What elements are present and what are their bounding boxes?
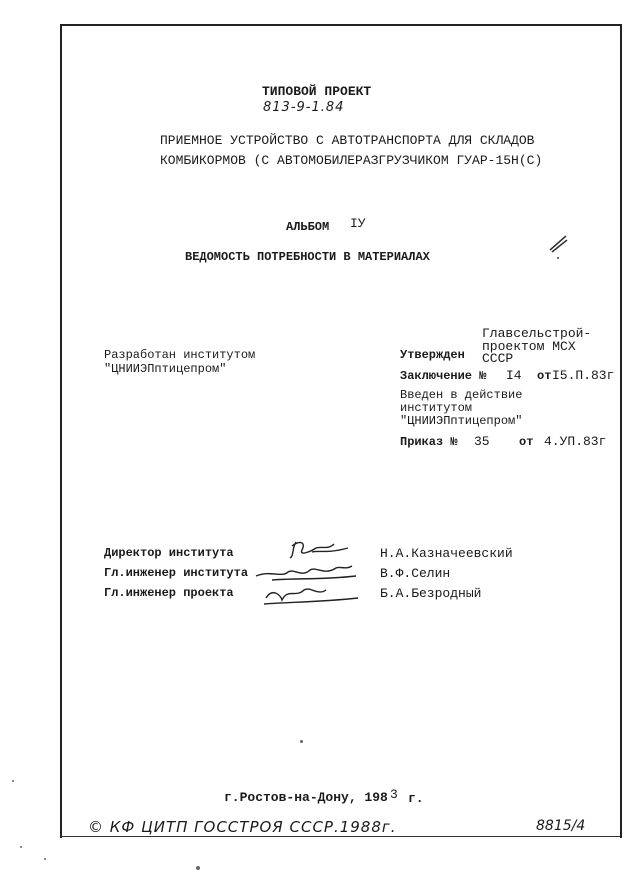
- approval-org-line2: проектом МСХ: [482, 339, 576, 354]
- order-label: Приказ №: [400, 435, 458, 449]
- approved-label: Утвержден: [400, 348, 465, 362]
- developer-label: Разработан институтом: [104, 348, 256, 362]
- developer-name: "ЦНИИЭПптицепром": [104, 362, 227, 376]
- scan-speck: [20, 846, 22, 848]
- order-number: 35: [474, 434, 490, 449]
- approval-org-line3: СССР: [482, 351, 514, 366]
- album-title: ВЕДОМОСТЬ ПОТРЕБНОСТИ В МАТЕРИАЛАХ: [185, 250, 430, 264]
- scan-speck: [12, 780, 14, 782]
- project-type: ТИПОВОЙ ПРОЕКТ: [262, 84, 372, 99]
- signature-name: Б.А.Безродный: [380, 586, 482, 601]
- handwritten-signature-icon: [252, 530, 362, 610]
- effective-line1: Введен в действие: [400, 388, 523, 402]
- project-title-line2: КОМБИКОРМОВ (С АВТОМОБИЛЕРАЗГРУЗЧИКОМ ГУАР-15Н(С): [160, 153, 543, 168]
- conclusion-label: Заключение №: [400, 369, 487, 383]
- order-date: 4.УП.83г: [544, 434, 607, 449]
- album-label: АЛЬБОМ: [286, 220, 330, 234]
- conclusion-number: I4: [506, 368, 522, 383]
- pen-mark-icon: [546, 232, 572, 262]
- footer-year-suffix: г.: [408, 791, 424, 806]
- footer-year-digit: 3: [390, 787, 398, 802]
- approval-org-line1: Главсельстрой-: [482, 326, 592, 341]
- document-number: 8815/4: [536, 818, 586, 834]
- project-title-line1: ПРИЕМНОЕ УСТРОЙСТВО С АВТОТРАНСПОРТА ДЛЯ СКЛАДОВ: [160, 133, 535, 148]
- signature-name: Н.А.Казначеевский: [380, 546, 513, 561]
- effective-line3: "ЦНИИЭПптицепром": [400, 414, 523, 428]
- signature-name: В.Ф.Селин: [380, 566, 451, 581]
- signature-role: Директор института: [104, 546, 234, 560]
- signature-role: Гл.инженер проекта: [104, 586, 234, 600]
- conclusion-date: I5.П.83г: [552, 368, 615, 383]
- order-from: от: [519, 435, 534, 449]
- album-number: IУ: [350, 216, 366, 231]
- scan-speck: [196, 866, 200, 870]
- effective-line2: институтом: [400, 401, 473, 415]
- scan-speck: [300, 740, 303, 743]
- scan-speck: [44, 858, 46, 860]
- footer-line: [60, 836, 620, 837]
- signature-role: Гл.инженер института: [104, 566, 249, 580]
- project-number: 813-9-1.84: [263, 100, 345, 115]
- conclusion-from: от: [537, 369, 552, 383]
- footer-city: г.Ростов-на-Дону, 198: [224, 790, 388, 805]
- copyright-stamp: © КФ ЦИТП ГОССТРОЯ СССР.1988г.: [88, 818, 397, 836]
